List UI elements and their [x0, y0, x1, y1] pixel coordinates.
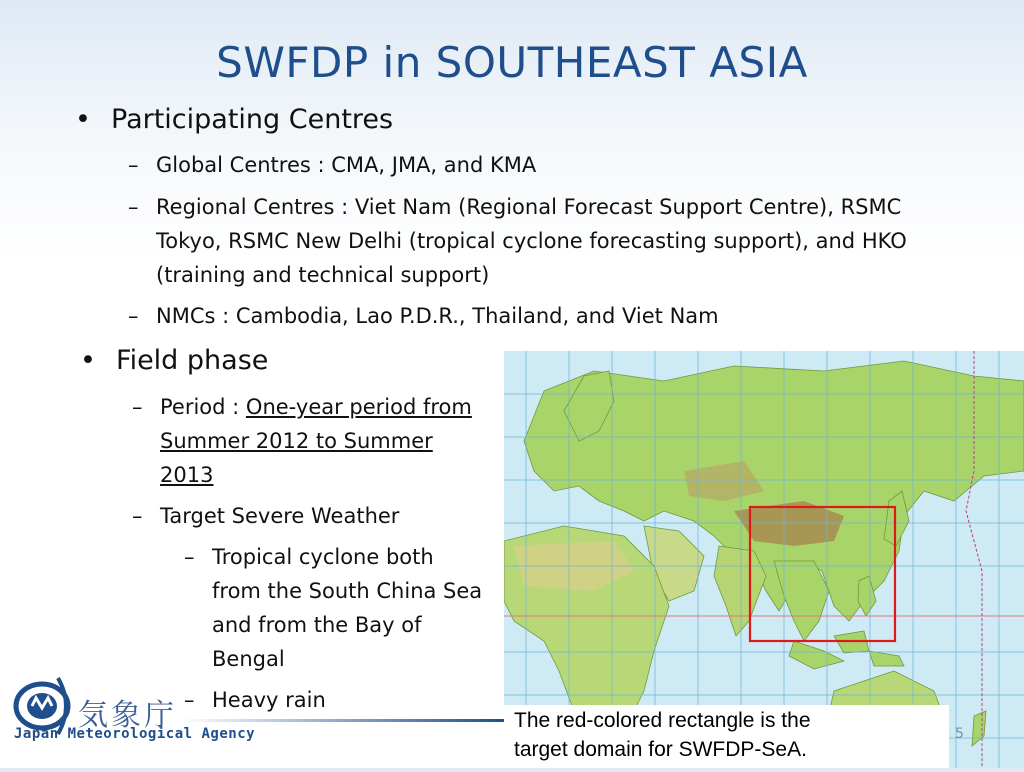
jma-agency-name: Japan Meteorological Agency — [14, 726, 256, 742]
dash-marker: – — [132, 395, 143, 419]
item-text: Heavy rain — [212, 688, 326, 712]
dash-marker: – — [132, 504, 143, 528]
period-value-line3: 2013 — [160, 463, 214, 487]
item-text: Target Severe Weather — [160, 504, 400, 528]
period-label: Period : — [160, 395, 246, 419]
item-text: (training and technical support) — [156, 263, 490, 287]
regional-centres-item-cont — [156, 224, 907, 258]
tropical-cyclone-line3: and from the Bay of — [212, 613, 422, 637]
participating-centres-heading — [75, 104, 394, 135]
dash-marker: – — [128, 304, 139, 328]
tropical-cyclone-line4: Bengal — [212, 647, 285, 671]
bullet-marker: • — [80, 345, 96, 376]
item-text: Tokyo, RSMC New Delhi (tropical cyclone forecasting support), and HKO — [156, 229, 907, 253]
dash-marker: – — [184, 545, 195, 569]
item-text: Regional Centres : Viet Nam (Regional Forecast Support Centre), RSMC — [156, 195, 902, 219]
field-phase-heading — [80, 345, 269, 376]
jma-logo — [8, 660, 308, 768]
caption-line2: target domain for SWFDP-SeA. — [514, 738, 807, 761]
bullet-marker: • — [75, 104, 91, 135]
item-text: Tropical cyclone both — [212, 545, 434, 569]
tropical-cyclone-line2: from the South China Sea — [212, 579, 483, 603]
page-title: SWFDP in SOUTHEAST ASIA — [216, 38, 808, 87]
heading-text: Participating Centres — [111, 104, 394, 135]
map-caption — [504, 705, 949, 768]
dash-marker: – — [128, 153, 139, 177]
tropical-cyclone-item — [184, 540, 434, 574]
slide-number: 5 — [955, 726, 964, 742]
item-text: Global Centres : CMA, JMA, and KMA — [156, 153, 537, 177]
item-text: NMCs : Cambodia, Lao P.D.R., Thailand, and Viet Nam — [156, 304, 719, 328]
heading-text: Field phase — [116, 345, 269, 376]
global-centres-item — [128, 148, 537, 182]
period-item — [132, 390, 472, 424]
jma-kanji: 気象庁 — [78, 698, 177, 733]
target-weather-item — [132, 499, 400, 533]
regional-centres-item-cont2 — [156, 258, 489, 292]
regional-centres-item — [128, 190, 902, 224]
caption-line1: The red-colored rectangle is the — [514, 709, 811, 732]
period-value-line2: Summer 2012 to Summer — [160, 429, 433, 453]
dash-marker: – — [128, 195, 139, 219]
period-value: One-year period from — [245, 395, 472, 419]
nmcs-item — [128, 299, 719, 333]
dash-marker: – — [184, 688, 195, 712]
